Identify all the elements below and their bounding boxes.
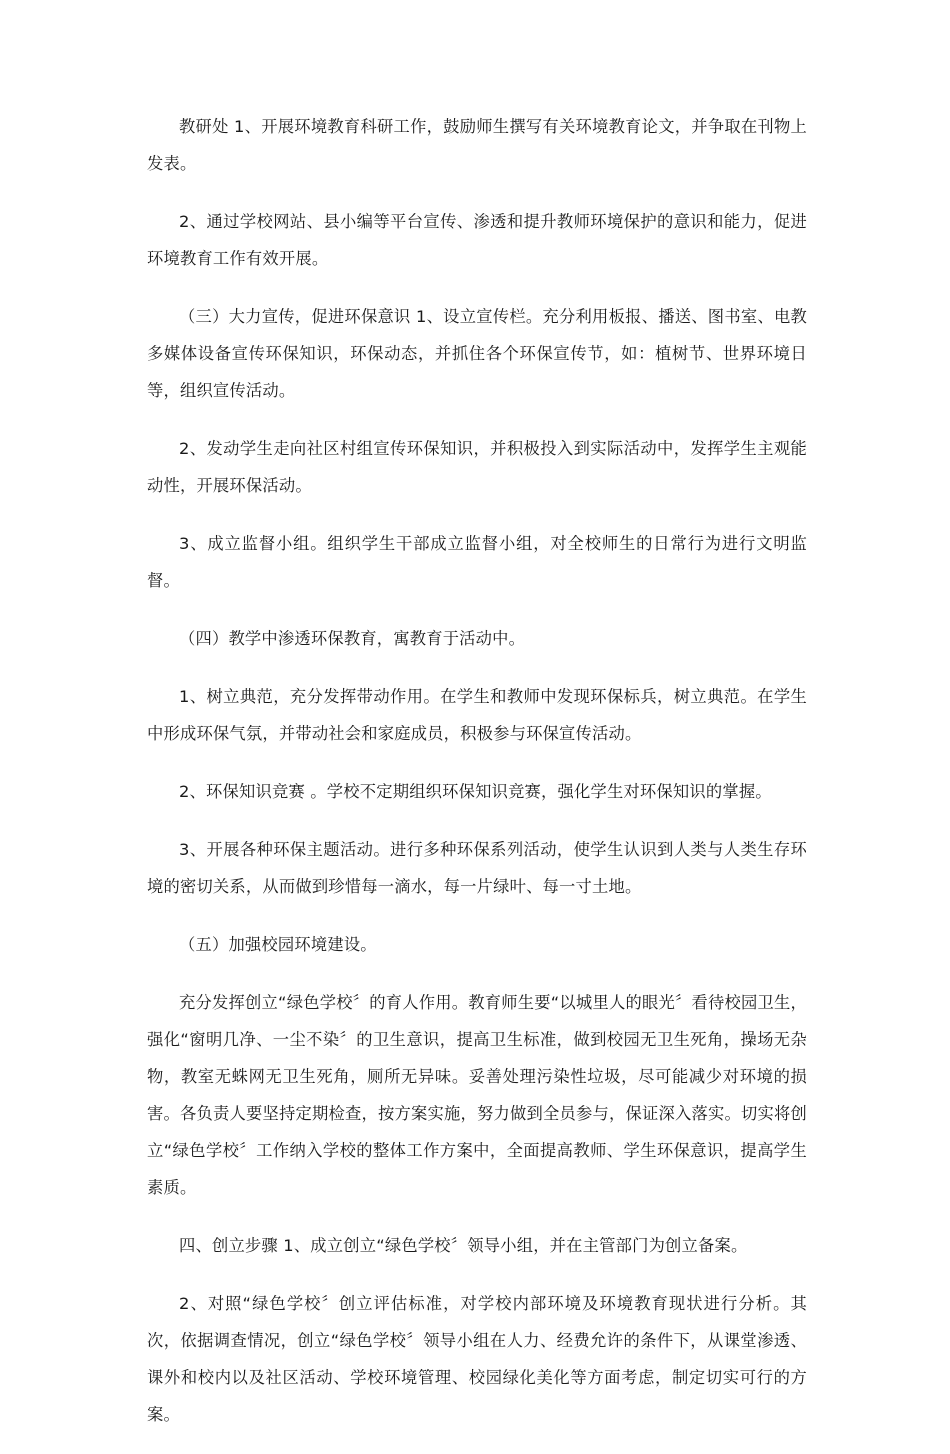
paragraph-website-promotion: 2、通过学校网站、县小编等平台宣传、渗透和提升教师环境保护的意识和能力，促进环境教育工作有效开展。 <box>147 212 807 268</box>
paragraph-knowledge-contest: 2、环保知识竞赛 。学校不定期组织环保知识竞赛，强化学生对环保知识的掌握。 <box>179 782 772 801</box>
document-body <box>147 108 807 1454</box>
paragraph-supervision-group: 3、成立监督小组。组织学生干部成立监督小组，对全校师生的日常行为进行文明监督。 <box>147 534 807 590</box>
paragraph-community-outreach: 2、发动学生走向社区村组宣传环保知识，并积极投入到实际活动中，发挥学生主观能动性，开展环保活动。 <box>147 439 807 495</box>
paragraph-section-three: （三）大力宣传，促进环保意识 1、设立宣传栏。充分利用板报、播送、图书室、电教多媒体设备宣传环保知识，环保动态，并抓住各个环保宣传节，如：植树节、世界环境日等，组织宣传活动。 <box>147 307 807 400</box>
paragraph-section-four-heading: （四）教学中渗透环保教育，寓教育于活动中。 <box>179 629 526 648</box>
paragraph-steps-leadership: 四、创立步骤 1、成立创立“绿色学校〞领导小组，并在主管部门为创立备案。 <box>179 1236 748 1255</box>
paragraph-campus-environment: 充分发挥创立“绿色学校〞的育人作用。教育师生要“以城里人的眼光〞看待校园卫生，强化“窗明几净、一尘不染〞的卫生意识，提高卫生标准，做到校园无卫生死角，操场无杂物，教室无蛛网无卫生死角，厕所无异味。妥善处理污染性垃圾，尽可能减少对环境的损害。各负责人要坚持定期检查，按方案实施，努力做到全员参与，保证深入落实。切实将创立“绿色学校〞工作纳入学校的整体工作方案中，全面提高教师、学生环保意识，提高学生素质。 <box>147 993 807 1197</box>
paragraph-evaluation-plan: 2、对照“绿色学校〞创立评估标准，对学校内部环境及环境教育现状进行分析。其次，依据调查情况，创立“绿色学校〞领导小组在人力、经费允许的条件下，从课堂渗透、课外和校内以及社区活动、学校环境管理、校园绿化美化等方面考虑，制定切实可行的方案。 <box>147 1294 807 1424</box>
paragraph-theme-activities: 3、开展各种环保主题活动。进行多种环保系列活动，使学生认识到人类与人类生存环境的密切关系，从而做到珍惜每一滴水，每一片绿叶、每一寸土地。 <box>147 840 807 896</box>
paragraph-section-five-heading: （五）加强校园环境建设。 <box>179 935 377 954</box>
paragraph-role-models: 1、树立典范，充分发挥带动作用。在学生和教师中发现环保标兵，树立典范。在学生中形成环保气氛，并带动社会和家庭成员，积极参与环保宣传活动。 <box>147 687 807 743</box>
paragraph-research-office: 教研处 1、开展环境教育科研工作，鼓励师生撰写有关环境教育论文，并争取在刊物上发表。 <box>147 117 807 173</box>
